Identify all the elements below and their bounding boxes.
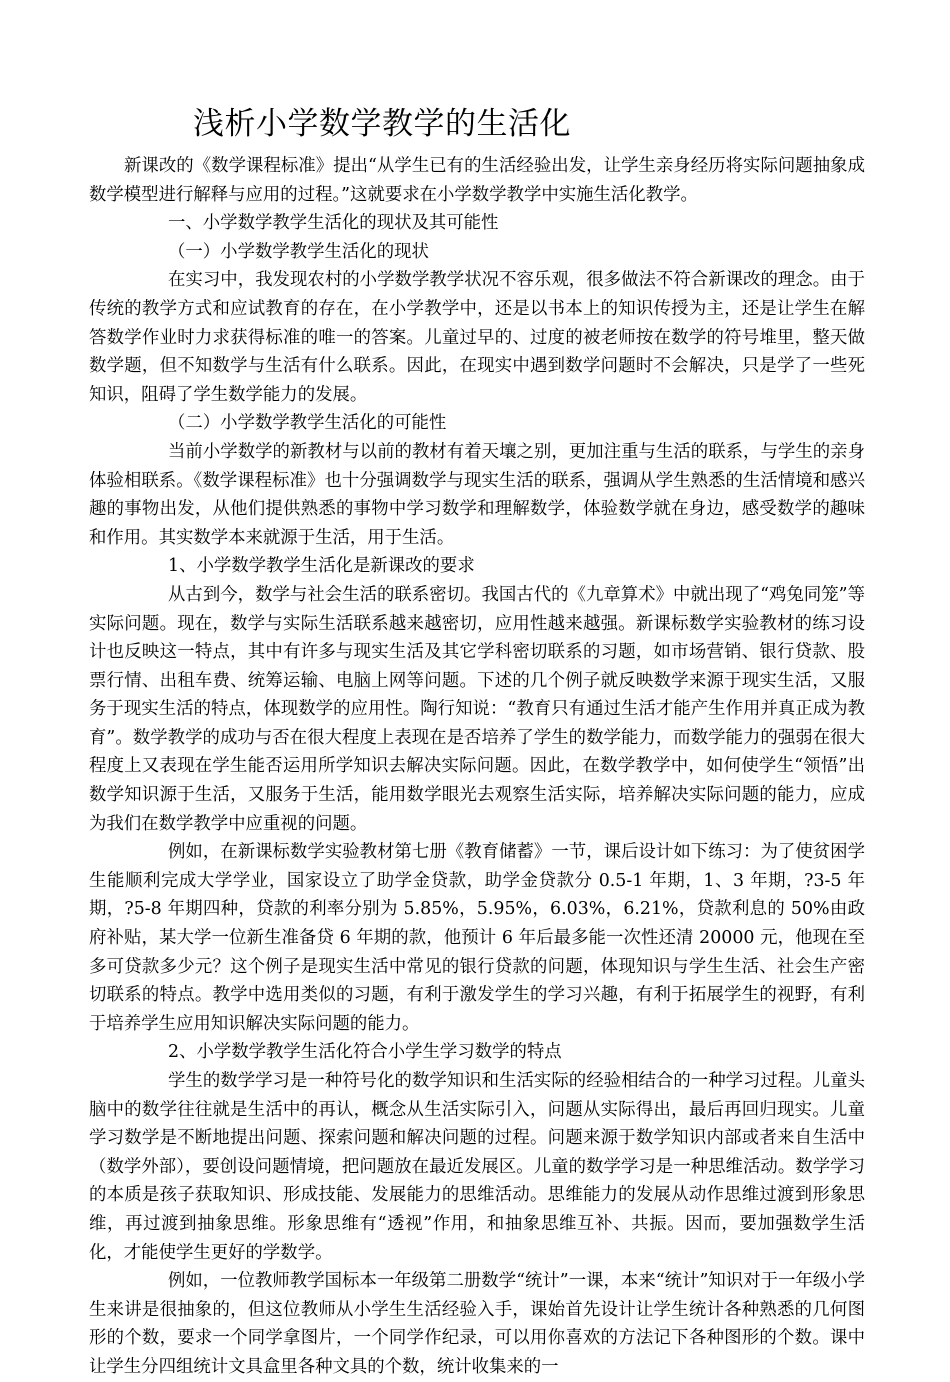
- point-heading-2: 2、小学数学教学生活化符合小学生学习数学的特点: [168, 1042, 562, 1063]
- point-heading-1: 1、小学数学教学生活化是新课改的要求: [168, 556, 475, 577]
- body-paragraph: 当前小学数学的新教材与以前的教材有着天壤之别，更加注重与生活的联系，与学生的亲身体验相联系。《数学课程标准》也十分强调数学与现实生活的联系，强调从学生熟悉的生活情境和感兴趣的事物出发，从他们提供熟悉的事物中学习数学和理解数学，体验数学就在身边，感受数学的趣味和作用。其实数学本来就源于生活，用于生活。: [89, 441, 865, 548]
- body-paragraph: 例如，在新课标数学实验教材第七册《教育储蓄》一节，课后设计如下练习：为了使贫困学生能顺利完成大学学业，国家设立了助学金贷款，助学金贷款分 0.5-1 年期，1、3 年期，?3-5 年期，?5-8 年期四种，贷款的利率分别为 5.85%，5.95%，6.03%，6.21%，贷款利息的 50%由政府补贴，某大学一位新生准备贷 6 年期的款，他预计 6 年后最多能一次性还清 20000 元，他现在至多可贷款多少元？这个例子是现实生活中常见的银行贷款的问题，体现知识与学生生活、社会生产密切联系的特点。教学中选用类似的习题，有利于激发学生的学习兴趣，有利于拓展学生的视野，有利于培养学生应用知识解决实际问题的能力。: [89, 842, 865, 1034]
- document-title: 浅析小学数学教学的生活化: [193, 106, 571, 142]
- subsection-heading-1: （一）小学数学教学生活化的现状: [168, 241, 429, 262]
- body-paragraph: 在实习中，我发现农村的小学数学教学状况不容乐观，很多做法不符合新课改的理念。由于传统的教学方式和应试教育的存在，在小学教学中，还是以书本上的知识传授为主，还是让学生在解答数学作业时力求获得标准的唯一的答案。儿童过早的、过度的被老师按在数学的符号堆里，整天做数学题，但不知数学与生活有什么联系。因此，在现实中遇到数学问题时不会解决，只是学了一些死知识，阻碍了学生数学能力的发展。: [89, 270, 865, 405]
- document-body: [89, 152, 865, 1382]
- subsection-heading-2: （二）小学数学教学生活化的可能性: [168, 413, 447, 434]
- section-heading-1: 一、小学数学教学生活化的现状及其可能性: [168, 213, 499, 234]
- body-paragraph: 例如，一位教师教学国标本一年级第二册数学“统计”一课，本来“统计”知识对于一年级小学生来讲是很抽象的，但这位教师从小学生生活经验入手，课始首先设计让学生统计各种熟悉的几何图形的个数，要求一个同学拿图片，一个同学作纪录，可以用你喜欢的方法记下各种图形的个数。课中让学生分四组统计文具盒里各种文具的个数，统计收集来的一: [89, 1271, 865, 1377]
- body-paragraph: 从古到今，数学与社会生活的联系密切。我国古代的《九章算术》中就出现了“鸡兔同笼”等实际问题。现在，数学与实际生活联系越来越密切，应用性越来越强。新课标数学实验教材的练习设计也反映这一特点，其中有许多与现实生活及其它学科密切联系的习题，如市场营销、银行贷款、股票行情、出租车费、统筹运输、电脑上网等问题。下述的几个例子就反映数学来源于现实生活，又服务于现实生活的特点，体现数学的应用性。陶行知说：“教育只有通过生活才能产生作用并真正成为教育”。数学教学的成功与否在很大程度上表现在是否培养了学生的数学能力，而数学能力的强弱在很大程度上又表现在学生能否运用所学知识去解决实际问题。因此，在数学教学中，如何使学生“领悟”出数学知识源于生活，又服务于生活，能用数学眼光去观察生活实际，培养解决实际问题的能力，应成为我们在数学教学中应重视的问题。: [89, 584, 865, 834]
- body-paragraph: 学生的数学学习是一种符号化的数学知识和生活实际的经验相结合的一种学习过程。儿童头脑中的数学往往就是生活中的再认，概念从生活实际引入，问题从实际得出，最后再回归现实。儿童学习数学是不断地提出问题、探索问题和解决问题的过程。问题来源于数学知识内部或者来自生活中（数学外部），要创设问题情境，把问题放在最近发展区。儿童的数学学习是一种思维活动。数学学习的本质是孩子获取知识、形成技能、发展能力的思维活动。思维能力的发展从动作思维过渡到形象思维，再过渡到抽象思维。形象思维有“透视”作用，和抽象思维互补、共振。因而，要加强数学生活化，才能使学生更好的学数学。: [89, 1071, 865, 1263]
- intro-paragraph: 新课改的《数学课程标准》提出“从学生已有的生活经验出发，让学生亲身经历将实际问题抽象成数学模型进行解释与应用的过程。”这就要求在小学数学教学中实施生活化教学。: [89, 156, 865, 205]
